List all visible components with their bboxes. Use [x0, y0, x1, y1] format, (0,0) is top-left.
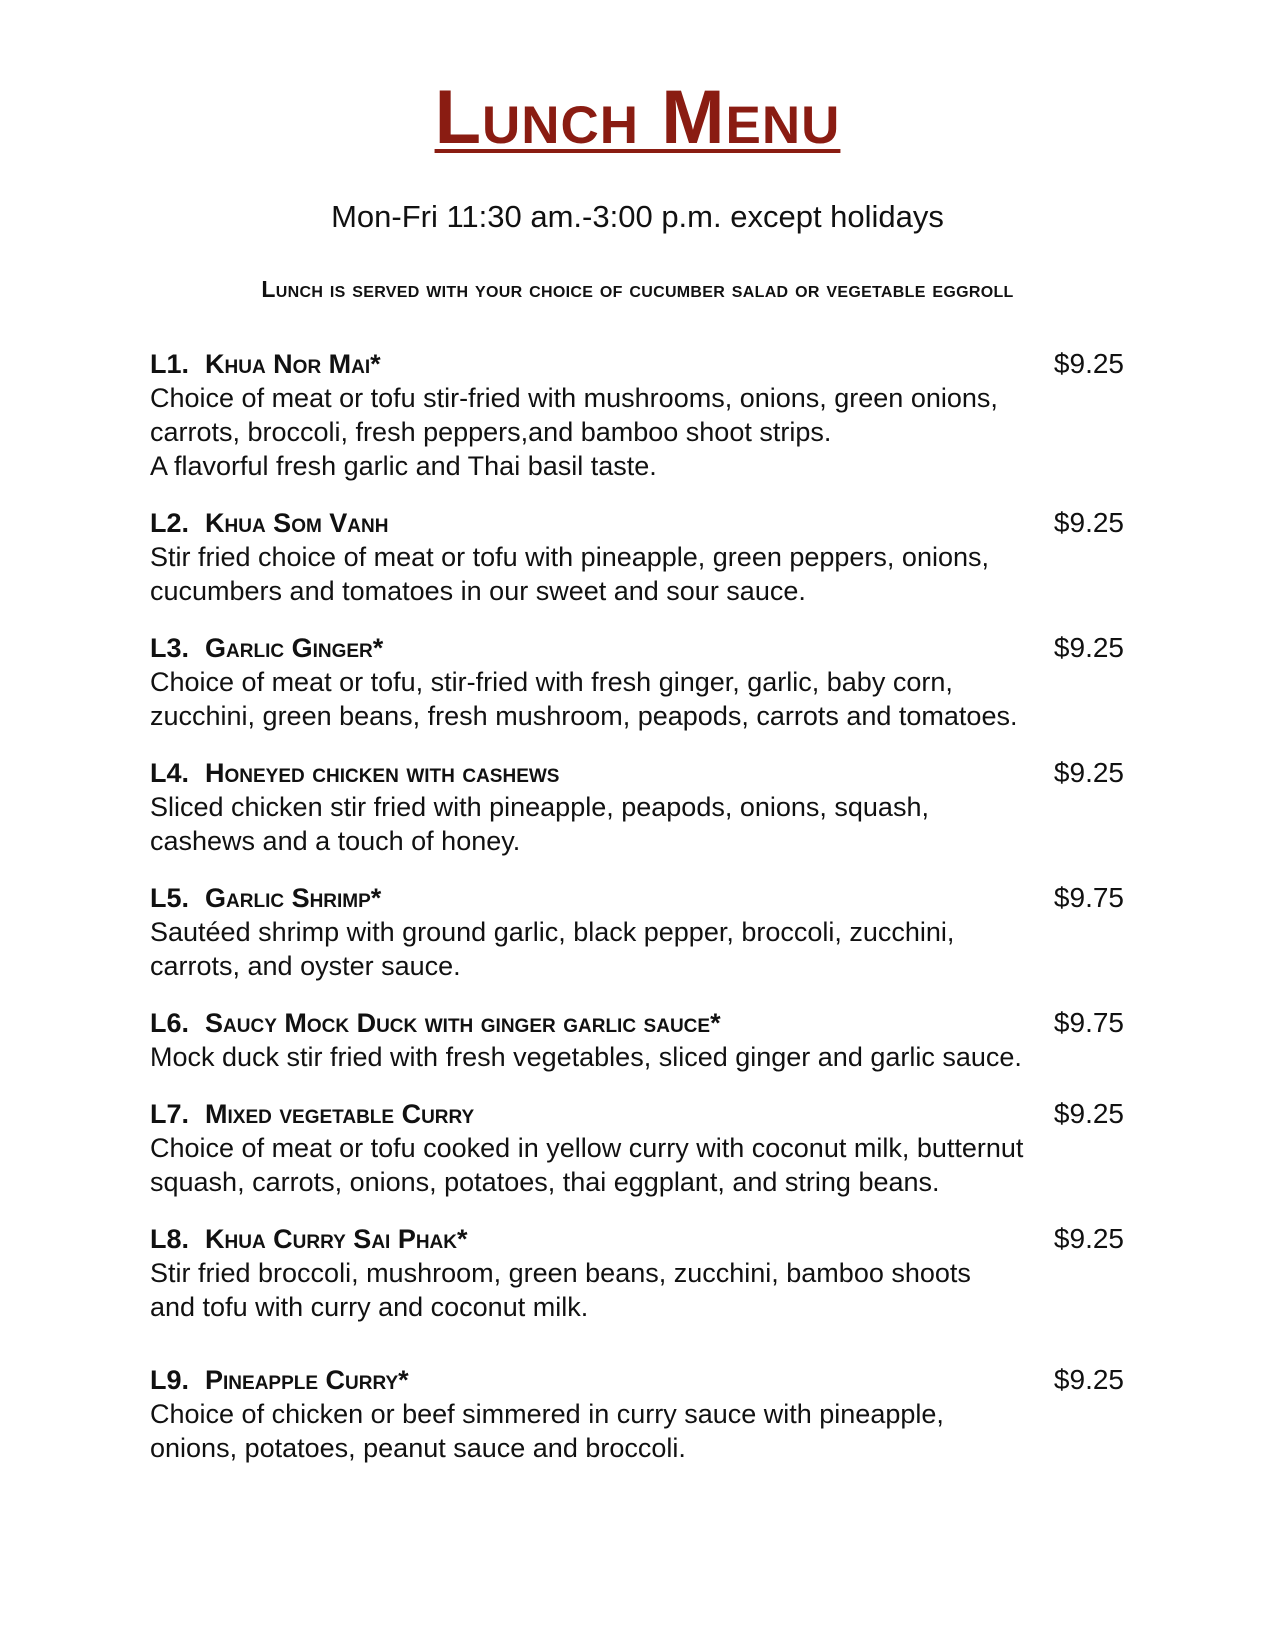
menu-item: [150, 1363, 1124, 1465]
menu-item: [150, 756, 1124, 858]
menu-item-title: [150, 756, 559, 790]
menu-item-description: Sliced chicken stir fried with pineapple, peapods, onions, squash, cashews and a touch of honey.: [150, 792, 929, 856]
menu-item-description: Mock duck stir fried with fresh vegetables, sliced ginger and garlic sauce.: [150, 1042, 1022, 1072]
menu-item-name: Khua Som Vanh: [205, 508, 389, 538]
menu-item: [150, 506, 1124, 608]
menu-item-price: $9.25: [1053, 632, 1124, 663]
menu-item-description: Choice of meat or tofu stir-fried with mushrooms, onions, green onions, carrots, broccoli, fresh peppers,and bamboo shoot strips. A flavorful fresh garlic and Thai basil taste.: [150, 383, 998, 481]
menu-item-header: [150, 881, 1124, 915]
menu-item-price: $9.75: [1053, 882, 1124, 913]
menu-item-price: $9.25: [1053, 1364, 1124, 1395]
served-note: Lunch is served with your choice of cucumber salad or vegetable eggroll: [261, 276, 1014, 302]
menu-item: [150, 1222, 1124, 1324]
menu-item: [150, 631, 1124, 733]
menu-item-description: Stir fried broccoli, mushroom, green beans, zucchini, bamboo shoots and tofu with curry and coconut milk.: [150, 1258, 971, 1322]
menu-item-header: [150, 1363, 1124, 1397]
menu-item-title: [150, 1097, 474, 1131]
menu-item: [150, 347, 1124, 483]
menu-item-header: [150, 1222, 1124, 1256]
menu-item-code: L8.: [150, 1224, 190, 1254]
menu-items: [150, 347, 1124, 1488]
menu-item-code: L9.: [150, 1365, 190, 1395]
menu-item-name: Khua Nor Mai*: [205, 349, 381, 379]
menu-item-title: [150, 881, 381, 915]
menu-item-price: $9.75: [1053, 1007, 1124, 1038]
menu-item-description: Choice of meat or tofu cooked in yellow curry with coconut milk, butternut squash, carrots, onions, potatoes, thai eggplant, and string beans.: [150, 1133, 1024, 1197]
menu-item-code: L5.: [150, 883, 190, 913]
menu-item-code: L4.: [150, 758, 190, 788]
menu-item-title: [150, 1006, 721, 1040]
menu-item-name: Mixed vegetable Curry: [205, 1099, 475, 1129]
menu-item-header: [150, 631, 1124, 665]
page-title: [0, 75, 1275, 160]
menu-item-code: L2.: [150, 508, 190, 538]
menu-item-price: $9.25: [1053, 507, 1124, 538]
menu-item-name: Khua Curry Sai Phak*: [205, 1224, 468, 1254]
menu-item-header: [150, 347, 1124, 381]
menu-item-price: $9.25: [1053, 348, 1124, 379]
menu-item-description: Choice of meat or tofu, stir-fried with fresh ginger, garlic, baby corn, zucchini, green beans, fresh mushroom, peapods, carrots and tomatoes.: [150, 667, 1018, 731]
menu-item-code: L7.: [150, 1099, 190, 1129]
menu-item-name: Pineapple Curry*: [205, 1365, 409, 1395]
menu-item-price: $9.25: [1053, 1098, 1124, 1129]
page-title-text: Lunch Menu: [434, 75, 841, 160]
menu-item: [150, 1006, 1124, 1074]
menu-item-description: Choice of chicken or beef simmered in curry sauce with pineapple, onions, potatoes, peanut sauce and broccoli.: [150, 1399, 944, 1463]
menu-item: [150, 881, 1124, 983]
menu-item-title: [150, 506, 388, 540]
menu-item-code: L1.: [150, 349, 190, 379]
menu-item-name: Garlic Shrimp*: [205, 883, 382, 913]
lunch-hours: Mon-Fri 11:30 am.-3:00 p.m. except holidays: [331, 199, 944, 234]
menu-item-code: L3.: [150, 633, 190, 663]
menu-item-name: Saucy Mock Duck with ginger garlic sauce*: [205, 1008, 721, 1038]
menu-item-title: [150, 347, 381, 381]
menu-item-header: [150, 756, 1124, 790]
menu-item-name: Garlic Ginger*: [205, 633, 384, 663]
menu-item-header: [150, 1097, 1124, 1131]
menu-item-code: L6.: [150, 1008, 190, 1038]
menu-item-title: [150, 1363, 409, 1397]
menu-item-name: Honeyed chicken with cashews: [205, 758, 560, 788]
menu-item-header: [150, 1006, 1124, 1040]
menu-item: [150, 1097, 1124, 1199]
menu-item-description: Stir fried choice of meat or tofu with pineapple, green peppers, onions, cucumbers and tomatoes in our sweet and sour sauce.: [150, 542, 989, 606]
menu-item-title: [150, 1222, 468, 1256]
menu-item-price: $9.25: [1053, 757, 1124, 788]
menu-item-price: $9.25: [1053, 1223, 1124, 1254]
menu-item-title: [150, 631, 383, 665]
menu-item-description: Sautéed shrimp with ground garlic, black pepper, broccoli, zucchini, carrots, and oyster sauce.: [150, 917, 955, 981]
menu-item-header: [150, 506, 1124, 540]
